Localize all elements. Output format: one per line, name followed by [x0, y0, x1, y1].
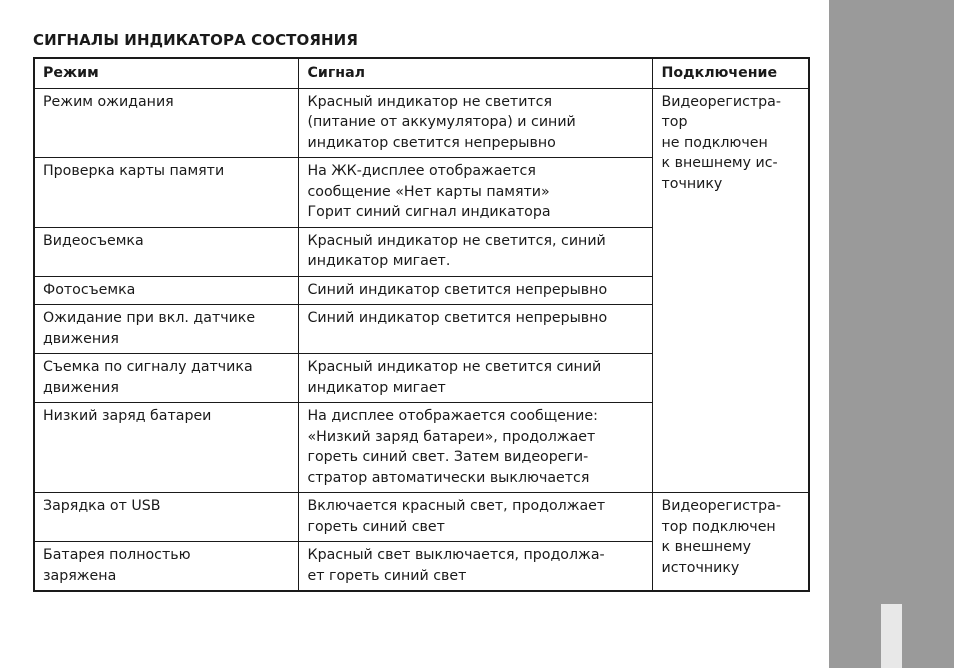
connection-cell-connected	[652, 493, 809, 592]
header-mode: Режим	[34, 58, 298, 88]
mode-text: Режим ожидания	[43, 93, 174, 110]
signal-text: На ЖК-дисплее отображается сообщение «Нет карты памяти» Горит синий сигнал индикатора	[307, 163, 551, 220]
signal-cell	[298, 354, 652, 403]
page-thumb-tab	[881, 604, 902, 668]
header-connection: Подключение	[652, 58, 809, 88]
mode-text: Зарядка от USB	[43, 498, 161, 514]
mode-cell	[34, 493, 298, 542]
mode-text: Ожидание при вкл. датчике движения	[43, 310, 256, 347]
mode-cell	[34, 305, 298, 354]
signal-cell	[298, 276, 652, 305]
mode-text: Съемка по сигналу датчика движения	[43, 359, 253, 396]
signal-text: Красный свет выключается, продолжа- ет гореть синий свет	[307, 547, 605, 584]
signal-cell	[298, 305, 652, 354]
mode-text: Проверка карты памяти	[43, 163, 225, 179]
signal-cell	[298, 403, 652, 493]
mode-text: Фотосъемка	[43, 281, 136, 298]
signal-text: Синий индикатор светится непрерывно	[307, 310, 608, 326]
signal-cell	[298, 227, 652, 276]
mode-text: Низкий заряд батареи	[43, 408, 212, 424]
signal-text: Красный индикатор не светится (питание от аккумулятора) и синий индикатор светится непрерывно	[307, 93, 576, 151]
connection-text: Видеорегистра- тор подключен к внешнему источнику	[661, 498, 781, 576]
signal-text: Синий индикатор светится непрерывно	[307, 281, 608, 298]
signal-cell	[298, 493, 652, 542]
table-row	[34, 493, 809, 542]
mode-cell	[34, 158, 298, 228]
side-margin-bar	[829, 0, 954, 668]
mode-cell	[34, 276, 298, 305]
connection-text: Видеорегистра- тор не подключен к внешнему ис- точнику	[661, 93, 781, 192]
signal-cell	[298, 158, 652, 228]
mode-cell	[34, 354, 298, 403]
mode-cell	[34, 542, 298, 592]
signal-cell	[298, 88, 652, 158]
table-header-row	[34, 58, 809, 88]
page-title: СИГНАЛЫ ИНДИКАТОРА СОСТОЯНИЯ	[33, 31, 358, 49]
signal-text: Красный индикатор не светится, синий индикатор мигает.	[307, 232, 606, 269]
table-row	[34, 88, 809, 158]
mode-cell	[34, 227, 298, 276]
signal-cell	[298, 542, 652, 592]
mode-cell	[34, 403, 298, 493]
signal-text: Красный индикатор не светится синий индикатор мигает	[307, 359, 602, 396]
mode-text: Видеосъемка	[43, 232, 144, 249]
connection-cell-disconnected	[652, 88, 809, 493]
mode-text: Батарея полностью заряжена	[43, 547, 191, 584]
signal-text: Включается красный свет, продолжает гореть синий свет	[307, 498, 606, 535]
mode-cell	[34, 88, 298, 158]
header-signal: Сигнал	[298, 58, 652, 88]
status-signals-table	[33, 57, 810, 592]
signal-text: На дисплее отображается сообщение: «Низкий заряд батареи», продолжает гореть синий свет. Затем видеореги- стратор автоматически выключается	[307, 408, 598, 486]
